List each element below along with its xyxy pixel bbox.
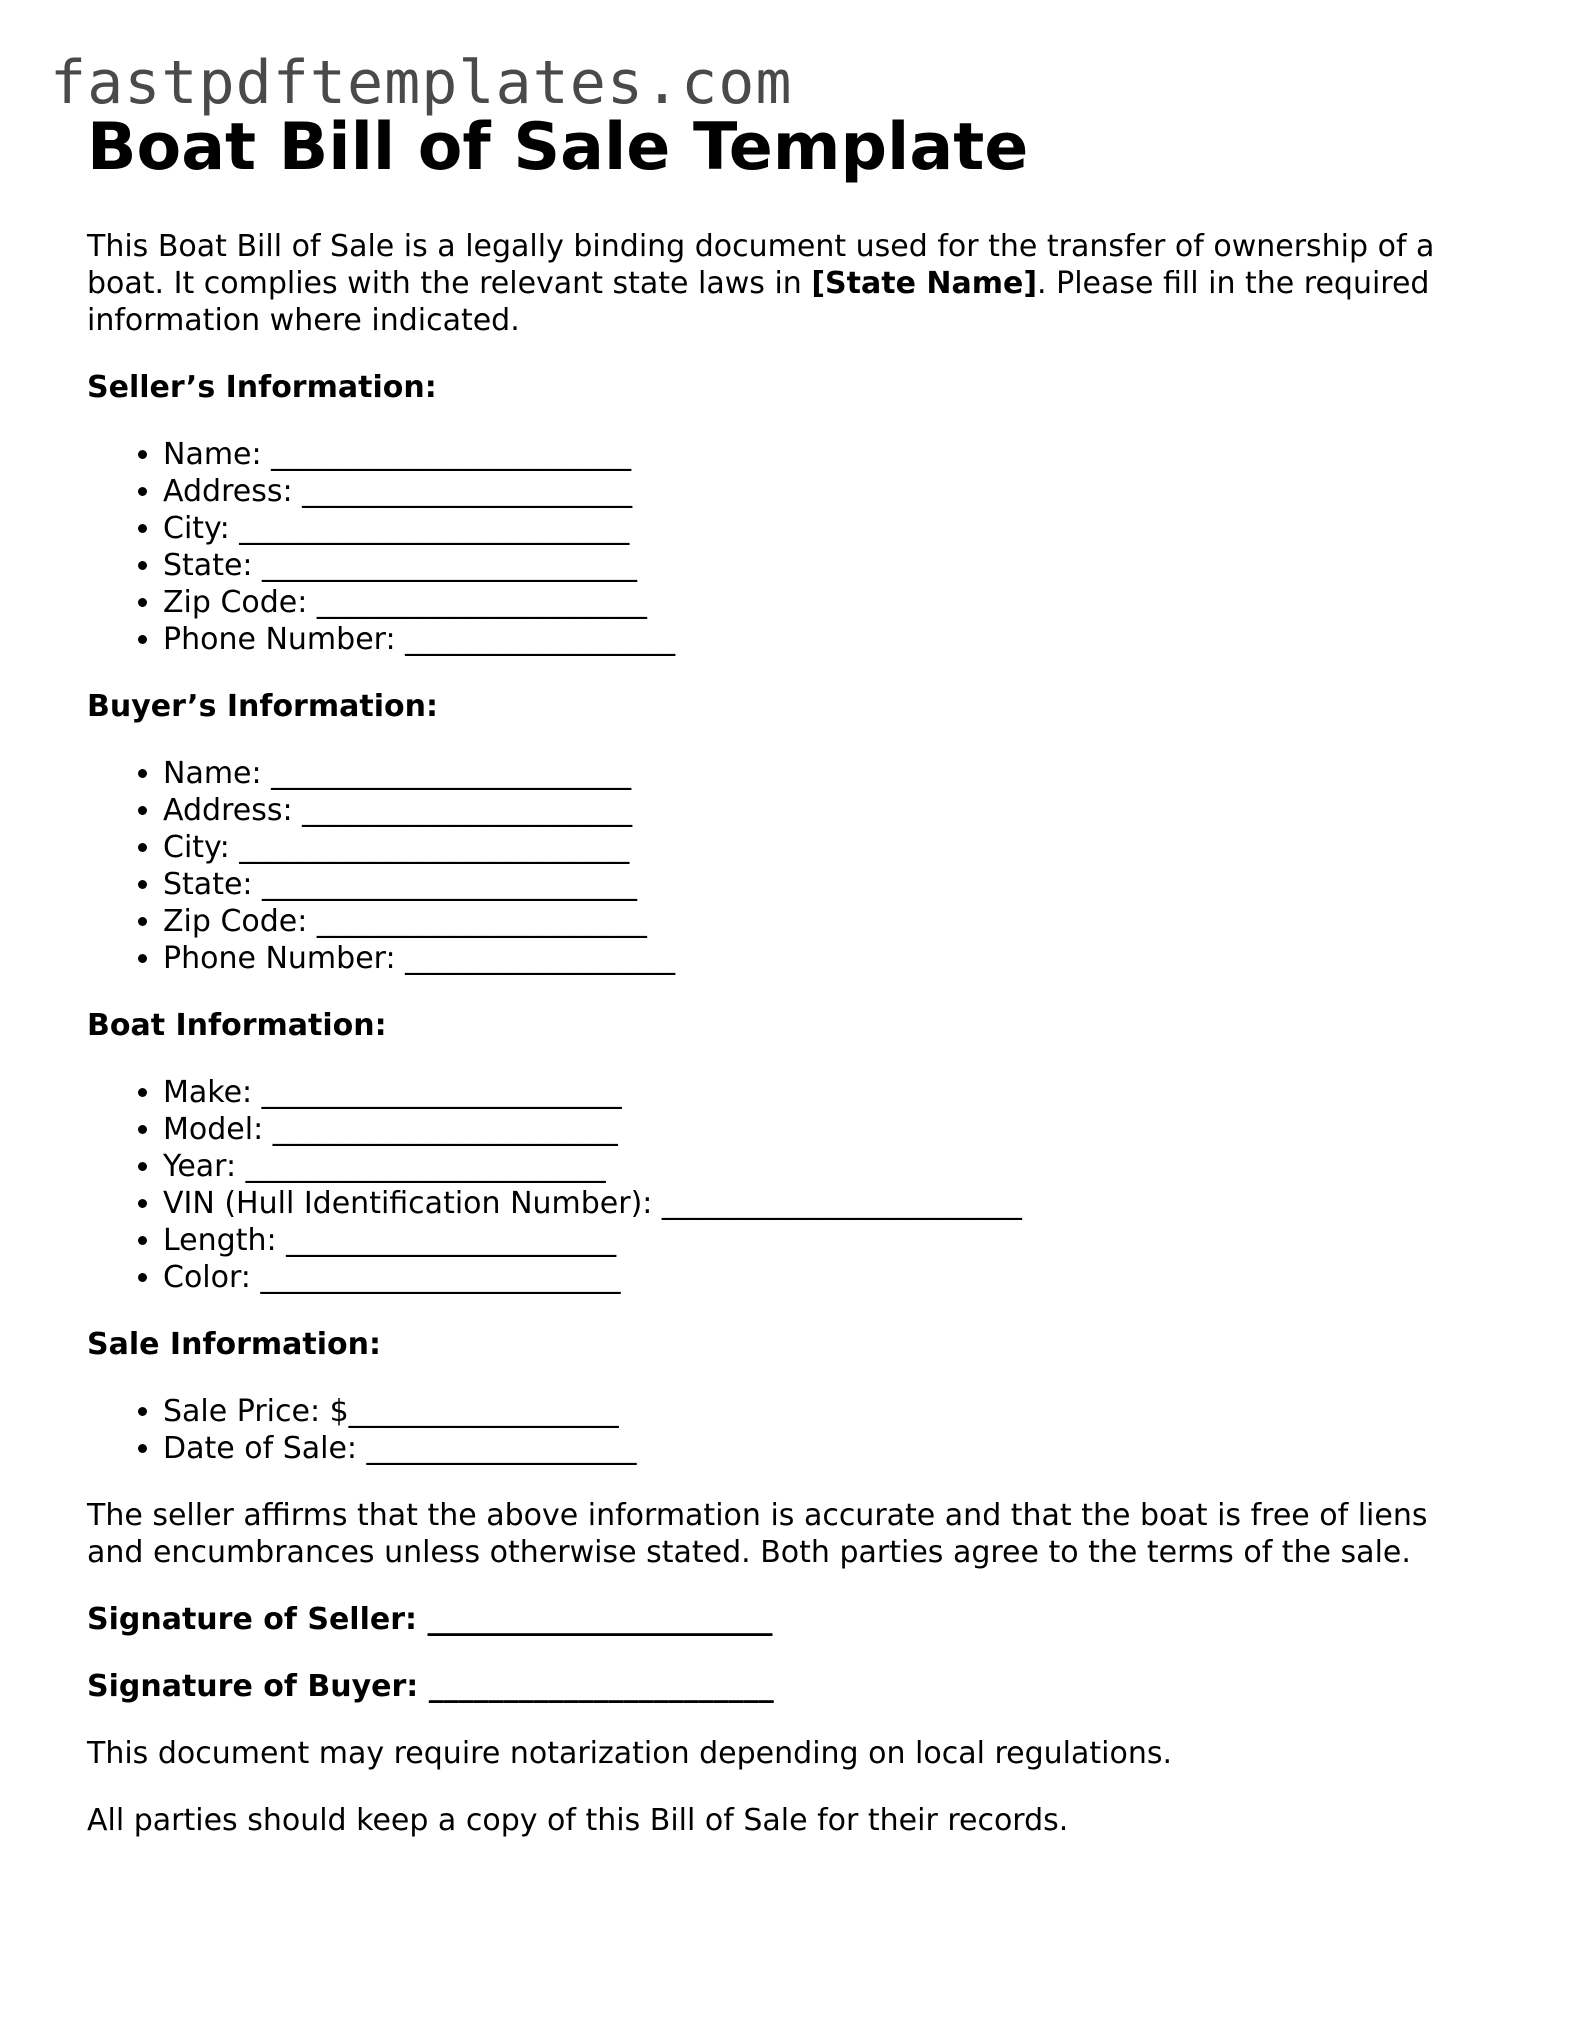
buyer-city-field: • City: __________________________ xyxy=(163,829,1487,866)
buyer-fields-list xyxy=(87,755,1487,977)
seller-phone-field: • Phone Number: __________________ xyxy=(163,621,1487,658)
sale-fields-list xyxy=(87,1393,1487,1467)
intro-paragraph xyxy=(87,228,1487,339)
seller-city-field: • City: __________________________ xyxy=(163,510,1487,547)
document-page xyxy=(87,106,1487,1839)
document-title: Boat Bill of Sale Template xyxy=(87,110,1029,185)
seller-state-field: • State: _________________________ xyxy=(163,547,1487,584)
buyer-name-field: • Name: ________________________ xyxy=(163,755,1487,792)
notarization-note: This document may require notarization depending on local regulations. xyxy=(87,1736,1173,1771)
state-name-placeholder: [State Name] xyxy=(811,266,1038,301)
boat-section-heading: Boat Information: xyxy=(87,1008,387,1043)
seller-fields-list xyxy=(87,436,1487,658)
buyer-zip-field: • Zip Code: ______________________ xyxy=(163,903,1487,940)
boat-color-field: • Color: ________________________ xyxy=(163,1259,1487,1296)
watermark: fastpdftemplates.com xyxy=(50,48,793,118)
boat-make-field: • Make: ________________________ xyxy=(163,1074,1487,1111)
seller-name-field: • Name: ________________________ xyxy=(163,436,1487,473)
boat-model-field: • Model: _______________________ xyxy=(163,1111,1487,1148)
seller-section-heading: Seller’s Information: xyxy=(87,370,437,405)
seller-zip-field: • Zip Code: ______________________ xyxy=(163,584,1487,621)
boat-vin-field: • VIN (Hull Identification Number): ________________________ xyxy=(163,1185,1487,1222)
seller-signature-line: Signature of Seller: _______________________ xyxy=(87,1602,773,1637)
boat-year-field: • Year: ________________________ xyxy=(163,1148,1487,1185)
boat-length-field: • Length: ______________________ xyxy=(163,1222,1487,1259)
affirmation-statement: The seller affirms that the above information is accurate and that the boat is free of liens and encumbrances unless otherwise stated. Both parties agree to the terms of the sale. xyxy=(87,1498,1428,1570)
buyer-state-field: • State: _________________________ xyxy=(163,866,1487,903)
copies-note: All parties should keep a copy of this Bill of Sale for their records. xyxy=(87,1803,1069,1838)
sale-section-heading: Sale Information: xyxy=(87,1327,381,1362)
buyer-phone-field: • Phone Number: __________________ xyxy=(163,940,1487,977)
buyer-address-field: • Address: ______________________ xyxy=(163,792,1487,829)
buyer-signature-line: Signature of Buyer: _______________________ xyxy=(87,1669,774,1704)
buyer-section-heading: Buyer’s Information: xyxy=(87,689,438,724)
seller-address-field: • Address: ______________________ xyxy=(163,473,1487,510)
sale-date-field: • Date of Sale: __________________ xyxy=(163,1430,1487,1467)
boat-fields-list xyxy=(87,1074,1487,1296)
sale-price-field: • Sale Price: $__________________ xyxy=(163,1393,1487,1430)
intro-text-before: This Boat Bill of Sale is a legally binding document used for the transfer of ownership of a boat. It complies with the relevant state laws in xyxy=(87,229,1435,301)
intro-text-after: . Please fill in the required information where indicated. xyxy=(87,266,1430,338)
